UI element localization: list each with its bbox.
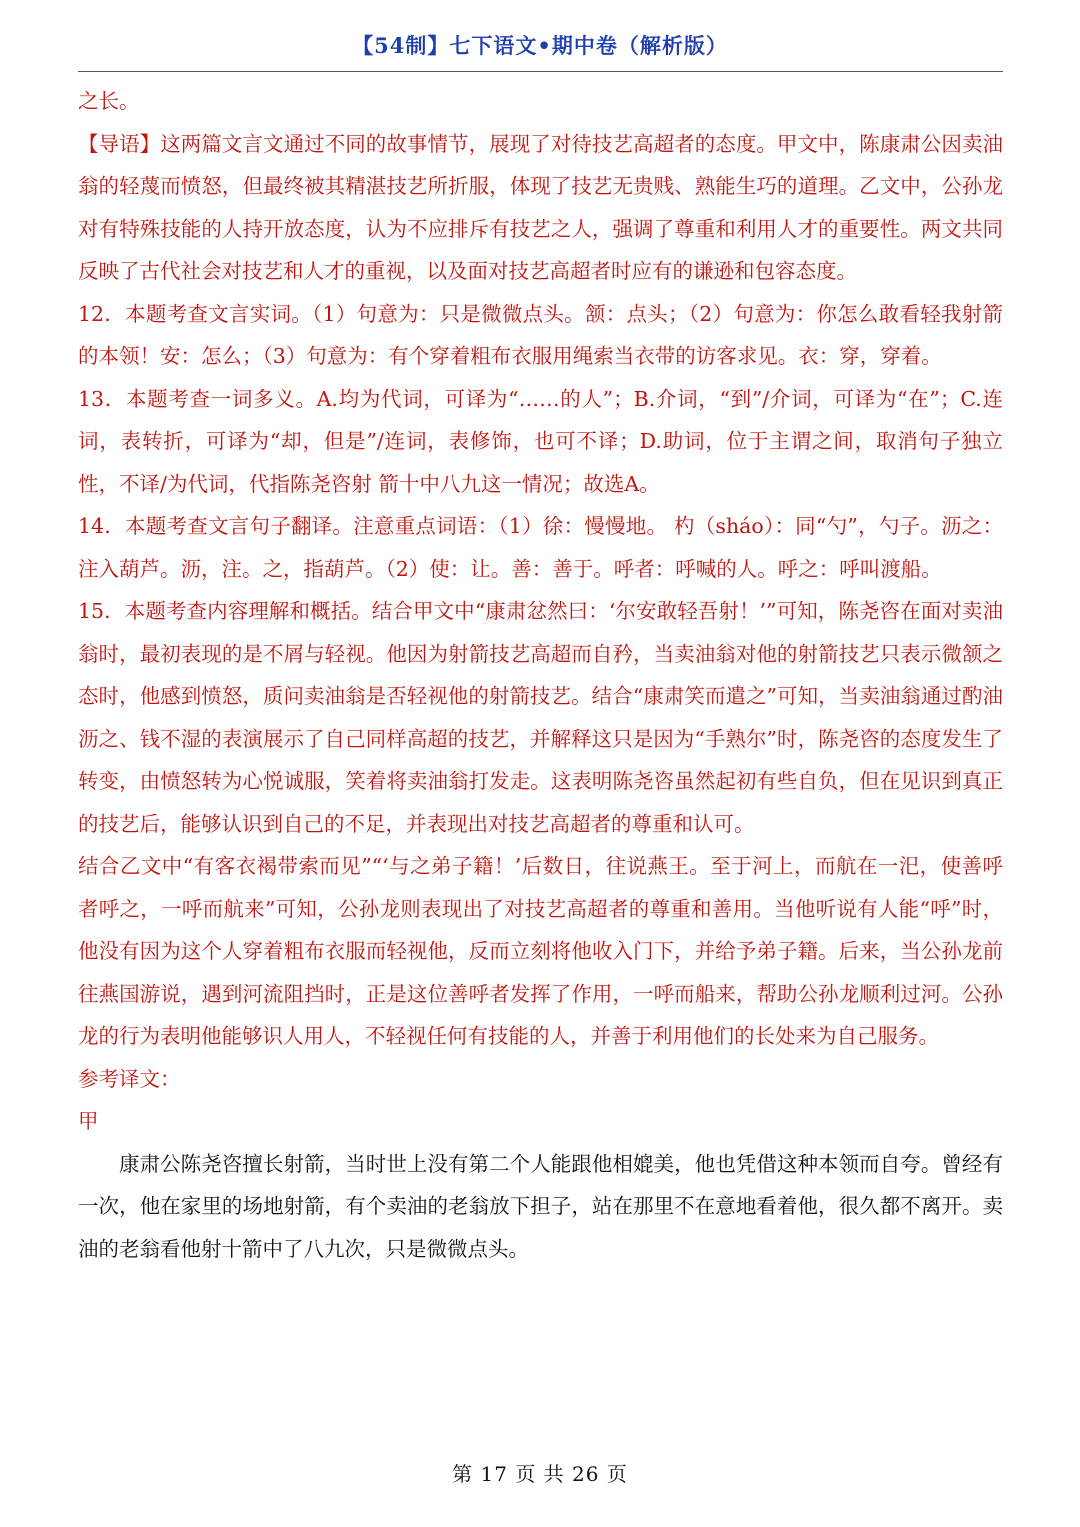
section-jia-label: 甲 — [78, 1109, 99, 1133]
answer-q14: 14．本题考查文言句子翻译。注意重点词语：（1）徐：慢慢地。 杓（sháo）：同“勺”，勺子。沥之：注入葫芦。沥，注。之，指葫芦。（2）使：让。善：善于。呼者：呼喊的人。呼之：呼叫渡船。 — [78, 514, 1003, 581]
daoyu-paragraph — [78, 123, 1003, 293]
daoyu-text: 这两篇文言文通过不同的故事情节，展现了对待技艺高超者的态度。甲文中，陈康肃公因卖油翁的轻蔑而愤怒，但最终被其精湛技艺所折服，体现了技艺无贵贱、熟能生巧的道理。乙文中，公孙龙对有特殊技能的人持开放态度，认为不应排斥有技艺之人，强调了尊重和利用人才的重要性。两文共同反映了古代社会对技艺和人才的重视，以及面对技艺高超者时应有的谦逊和包容态度。 — [78, 131, 1004, 283]
reference-translation-label: 参考译文： — [78, 1066, 181, 1091]
page-footer-number: 第 17 页 共 26 页 — [452, 1462, 628, 1486]
answer-q13: 13．本题考查一词多义。A.均为代词，可译为“……的人”；B.介词，“到”/介词，可译为“在”；C.连词，表转折，可译为“却，但是”/连词，表修饰，也可不译；D.助词，位于主谓之间，取消句子独立性，不译/为代词，代指陈尧咨射 箭十中八九这一情况；故选A。 — [78, 386, 1003, 496]
page-header-title: 【54制】七下语文•期中卷（解析版） — [352, 33, 728, 58]
answer-q15-part1: 15．本题考查内容理解和概括。结合甲文中“康肃忿然曰：‘尔安敢轻吾射！’”可知，陈尧咨在面对卖油翁时，最初表现的是不屑与轻视。他因为射箭技艺高超而自矜，当卖油翁对他的射箭技艺只表示微颔之态时，他感到愤怒，质问卖油翁是否轻视他的射箭技艺。结合“康肃笑而遣之”可知，当卖油翁通过酌油沥之、钱不湿的表演展示了自己同样高超的技艺，并解释这只是因为“手熟尔”时，陈尧咨的态度发生了转变，由愤怒转为心悦诚服，笑着将卖油翁打发走。这表明陈尧咨虽然起初有些自负，但在见识到真正的技艺后，能够认识到自己的不足，并表现出对技艺高超者的尊重和认可。 — [78, 599, 1003, 836]
continuation-line: 之长。 — [78, 89, 140, 113]
translation-jia-text: 康肃公陈尧咨擅长射箭，当时世上没有第二个人能跟他相媲美，他也凭借这种本领而自夸。曾经有一次，他在家里的场地射箭，有个卖油的老翁放下担子，站在那里不在意地看着他，很久都不离开。卖油的老翁看他射十箭中了八九次，只是微微点头。 — [78, 1151, 1003, 1261]
header-divider — [78, 71, 1003, 72]
daoyu-label: 【导语】 — [78, 131, 161, 156]
document-body — [78, 80, 1003, 1270]
answer-q12: 12．本题考查文言实词。（1）句意为：只是微微点头。颔：点头；（2）句意为：你怎么敢看轻我射箭的本领！安：怎么；（3）句意为：有个穿着粗布衣服用绳索当衣带的访客求见。衣：穿，穿着。 — [78, 301, 1003, 368]
answer-q15-part2: 结合乙文中“有客衣褐带索而见”“‘与之弟子籍！’后数日，往说燕王。至于河上，而航在一汜，使善呼者呼之，一呼而航来”可知，公孙龙则表现出了对技艺高超者的尊重和善用。当他听说有人能“呼”时，他没有因为这个人穿着粗布衣服而轻视他，反而立刻将他收入门下，并给予弟子籍。后来，当公孙龙前往燕国游说，遇到河流阻挡时，正是这位善呼者发挥了作用，一呼而船来，帮助公孙龙顺利过河。公孙龙的行为表明他能够识人用人，不轻视任何有技能的人，并善于利用他们的长处来为自己服务。 — [78, 854, 1003, 1048]
